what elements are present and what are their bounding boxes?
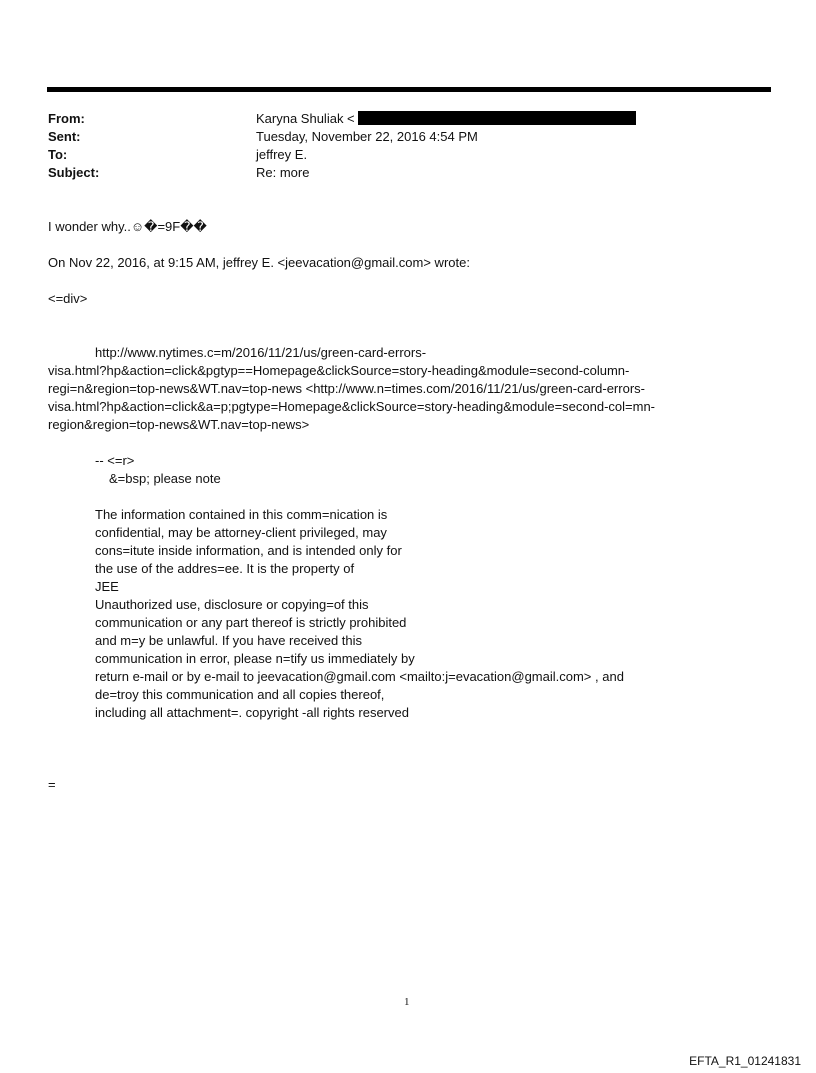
from-label: From: — [48, 111, 85, 126]
signature-dash: -- <=r> — [95, 453, 135, 468]
subject-value: Re: more — [256, 165, 310, 180]
trailing-equals: = — [48, 777, 56, 792]
subject-label: Subject: — [48, 165, 100, 180]
bates-number: EFTA_R1_01241831 — [689, 1054, 801, 1068]
disclaimer-line: and m=y be unlawful. If you have received this — [95, 633, 363, 648]
from-value — [256, 110, 636, 128]
disclaimer-line: Unauthorized use, disclosure or copying=of this — [95, 597, 369, 612]
from-name: Karyna Shuliak < — [256, 111, 355, 126]
disclaimer-line: confidential, may be attorney-client privileged, may — [95, 525, 387, 540]
from-row — [48, 110, 636, 128]
quote-intro: On Nov 22, 2016, at 9:15 AM, jeffrey E. <jeevacation@gmail.com> wrote: — [48, 255, 470, 270]
page-number: 1 — [404, 996, 410, 1008]
disclaimer-line: communication or any part thereof is strictly prohibited — [95, 615, 407, 630]
disclaimer-line: the use of the addres=ee. It is the property of — [95, 561, 355, 576]
url-line: http://www.nytimes.c=m/2016/11/21/us/green-card-errors- — [95, 345, 427, 360]
signature-note: &=bsp; please note — [109, 471, 221, 486]
sent-row — [48, 128, 636, 146]
email-header — [48, 110, 636, 182]
redaction-box — [358, 111, 636, 125]
sent-value: Tuesday, November 22, 2016 4:54 PM — [256, 129, 478, 144]
div-tag: <=div> — [48, 291, 88, 306]
disclaimer-line: The information contained in this comm=nication is — [95, 507, 388, 522]
disclaimer-line: return e-mail or by e-mail to jeevacation@gmail.com <mailto:j=evacation@gmail.com> , and — [95, 669, 624, 684]
to-value: jeffrey E. — [256, 147, 308, 162]
to-label: To: — [48, 147, 68, 162]
disclaimer-line: cons=itute inside information, and is intended only for — [95, 543, 402, 558]
to-row — [48, 146, 636, 164]
url-line: visa.html?hp&action=click&pgtyp==Homepage&clickSource=story-heading&module=second-column- — [48, 363, 630, 378]
disclaimer — [48, 506, 728, 722]
url-line: regi=n&region=top-news&WT.nav=top-news <http://www.n=times.com/2016/11/21/us/green-card-errors- — [48, 381, 645, 396]
header-rule — [47, 87, 771, 92]
url-line: visa.html?hp&action=click&a=p;pgtype=Homepage&clickSource=story-heading&module=second-col=mn- — [48, 399, 656, 414]
disclaimer-line: communication in error, please n=tify us immediately by — [95, 651, 415, 666]
sent-label: Sent: — [48, 129, 81, 144]
subject-row — [48, 164, 636, 182]
url-line: region&region=top-news&WT.nav=top-news> — [48, 417, 310, 432]
disclaimer-line: including all attachment=. copyright -all rights reserved — [95, 705, 409, 720]
email-body — [48, 218, 728, 794]
disclaimer-line: de=troy this communication and all copies thereof, — [95, 687, 385, 702]
reply-line: I wonder why..☺�=9F�� — [48, 219, 207, 234]
disclaimer-line: JEE — [95, 579, 119, 594]
